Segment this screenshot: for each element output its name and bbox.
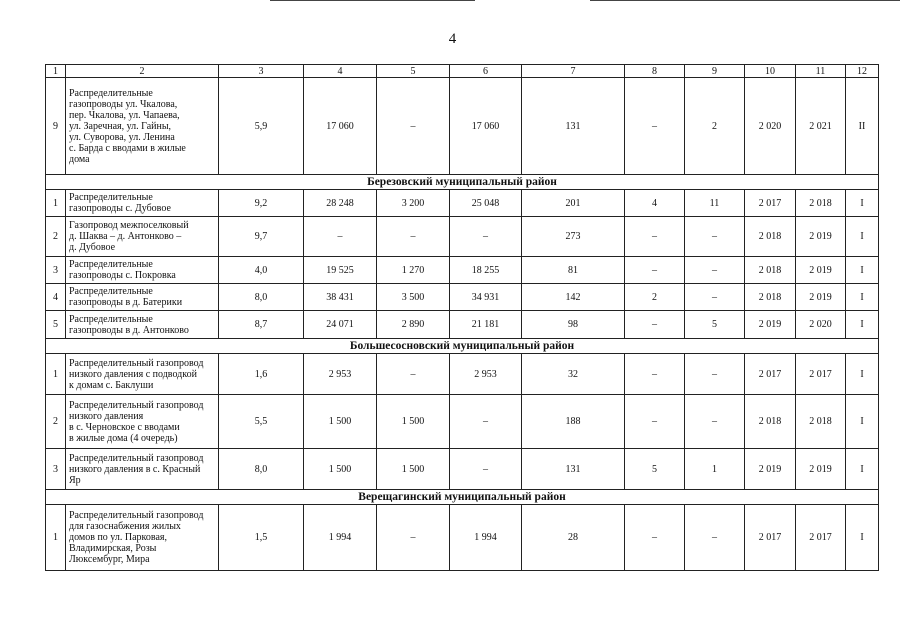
col-7-value: 142 bbox=[522, 284, 625, 311]
col-9-value: – bbox=[685, 395, 745, 449]
col-5-value: 2 890 bbox=[377, 311, 450, 339]
col-5-value: 1 500 bbox=[377, 449, 450, 490]
object-name: Распределительные газопроводы ул. Чкалова, пер. Чкалова, ул. Чапаева, ул. Заречная, ул. Гайны, ул. Суворова, ул. Ленина с. Барда с вводами в жилые дома bbox=[66, 78, 219, 175]
col-7-value: 131 bbox=[522, 449, 625, 490]
col-3-value: 9,7 bbox=[219, 217, 304, 257]
table-row bbox=[46, 505, 879, 571]
column-number-8: 8 bbox=[625, 65, 685, 78]
object-name: Распределительный газопровод для газоснабжения жилых домов по ул. Парковая, Владимирская, Розы Люксембург, Мира bbox=[66, 505, 219, 571]
col-6-value: 1 994 bbox=[450, 505, 522, 571]
col-4-value: 38 431 bbox=[304, 284, 377, 311]
col-3-value: 8,0 bbox=[219, 284, 304, 311]
col-5-value: 3 200 bbox=[377, 190, 450, 217]
col-4-value: 1 994 bbox=[304, 505, 377, 571]
col-3-value: 1,5 bbox=[219, 505, 304, 571]
col-3-value: 4,0 bbox=[219, 257, 304, 284]
col-6-value: 18 255 bbox=[450, 257, 522, 284]
row-number: 1 bbox=[46, 505, 66, 571]
table-row bbox=[46, 311, 879, 339]
section-row bbox=[46, 339, 879, 354]
col-3-value: 8,0 bbox=[219, 449, 304, 490]
category: II bbox=[846, 78, 879, 175]
col-7-value: 188 bbox=[522, 395, 625, 449]
table-row bbox=[46, 190, 879, 217]
category: I bbox=[846, 190, 879, 217]
start-year: 2 017 bbox=[745, 505, 796, 571]
col-4-value: 19 525 bbox=[304, 257, 377, 284]
col-8-value: – bbox=[625, 217, 685, 257]
column-number-12: 12 bbox=[846, 65, 879, 78]
top-rule-left bbox=[270, 0, 475, 1]
col-6-value: 34 931 bbox=[450, 284, 522, 311]
column-number-5: 5 bbox=[377, 65, 450, 78]
category: I bbox=[846, 284, 879, 311]
table-body bbox=[46, 65, 879, 571]
column-number-11: 11 bbox=[796, 65, 846, 78]
col-4-value: 17 060 bbox=[304, 78, 377, 175]
start-year: 2 018 bbox=[745, 395, 796, 449]
col-8-value: – bbox=[625, 78, 685, 175]
col-7-value: 81 bbox=[522, 257, 625, 284]
page-number: 4 bbox=[448, 31, 457, 47]
object-name: Распределительный газопровод низкого давления с подводкой к домам с. Баклуши bbox=[66, 354, 219, 395]
col-8-value: – bbox=[625, 505, 685, 571]
section-row bbox=[46, 490, 879, 505]
row-number: 1 bbox=[46, 190, 66, 217]
column-number-2: 2 bbox=[66, 65, 219, 78]
col-5-value: – bbox=[377, 217, 450, 257]
col-6-value: 2 953 bbox=[450, 354, 522, 395]
col-8-value: 4 bbox=[625, 190, 685, 217]
col-9-value: 11 bbox=[685, 190, 745, 217]
end-year: 2 017 bbox=[796, 505, 846, 571]
col-3-value: 5,9 bbox=[219, 78, 304, 175]
row-number: 5 bbox=[46, 311, 66, 339]
col-8-value: 5 bbox=[625, 449, 685, 490]
category: I bbox=[846, 311, 879, 339]
end-year: 2 018 bbox=[796, 395, 846, 449]
end-year: 2 018 bbox=[796, 190, 846, 217]
col-7-value: 201 bbox=[522, 190, 625, 217]
object-name: Распределительные газопроводы в д. Батерики bbox=[66, 284, 219, 311]
category: I bbox=[846, 354, 879, 395]
object-name: Распределительные газопроводы с. Покровка bbox=[66, 257, 219, 284]
row-number: 9 bbox=[46, 78, 66, 175]
table-row bbox=[46, 284, 879, 311]
column-number-10: 10 bbox=[745, 65, 796, 78]
section-title: Березовский муниципальный район bbox=[46, 175, 879, 190]
column-number-4: 4 bbox=[304, 65, 377, 78]
col-7-value: 131 bbox=[522, 78, 625, 175]
start-year: 2 019 bbox=[745, 311, 796, 339]
end-year: 2 019 bbox=[796, 449, 846, 490]
col-4-value: – bbox=[304, 217, 377, 257]
col-4-value: 28 248 bbox=[304, 190, 377, 217]
object-name: Распределительные газопроводы в д. Антонково bbox=[66, 311, 219, 339]
column-number-7: 7 bbox=[522, 65, 625, 78]
section-row bbox=[46, 175, 879, 190]
col-5-value: – bbox=[377, 354, 450, 395]
gas-pipeline-table bbox=[45, 64, 879, 571]
col-8-value: 2 bbox=[625, 284, 685, 311]
col-6-value: – bbox=[450, 449, 522, 490]
object-name: Распределительные газопроводы с. Дубовое bbox=[66, 190, 219, 217]
col-9-value: 2 bbox=[685, 78, 745, 175]
start-year: 2 017 bbox=[745, 354, 796, 395]
col-7-value: 98 bbox=[522, 311, 625, 339]
col-9-value: – bbox=[685, 217, 745, 257]
column-number-row bbox=[46, 65, 879, 78]
col-6-value: 21 181 bbox=[450, 311, 522, 339]
col-7-value: 32 bbox=[522, 354, 625, 395]
col-4-value: 1 500 bbox=[304, 395, 377, 449]
col-5-value: – bbox=[377, 505, 450, 571]
table-row bbox=[46, 354, 879, 395]
col-5-value: 1 500 bbox=[377, 395, 450, 449]
row-number: 3 bbox=[46, 449, 66, 490]
col-9-value: – bbox=[685, 257, 745, 284]
table-row bbox=[46, 449, 879, 490]
object-name: Распределительный газопровод низкого давления в с. Красный Яр bbox=[66, 449, 219, 490]
table-row bbox=[46, 217, 879, 257]
start-year: 2 018 bbox=[745, 257, 796, 284]
start-year: 2 017 bbox=[745, 190, 796, 217]
start-year: 2 018 bbox=[745, 284, 796, 311]
col-3-value: 9,2 bbox=[219, 190, 304, 217]
column-number-1: 1 bbox=[46, 65, 66, 78]
col-6-value: 25 048 bbox=[450, 190, 522, 217]
col-8-value: – bbox=[625, 395, 685, 449]
start-year: 2 018 bbox=[745, 217, 796, 257]
column-number-3: 3 bbox=[219, 65, 304, 78]
end-year: 2 019 bbox=[796, 217, 846, 257]
col-7-value: 28 bbox=[522, 505, 625, 571]
category: I bbox=[846, 395, 879, 449]
category: I bbox=[846, 505, 879, 571]
object-name: Распределительный газопровод низкого давления в с. Черновское с вводами в жилые дома (4 очередь) bbox=[66, 395, 219, 449]
col-3-value: 8,7 bbox=[219, 311, 304, 339]
column-number-6: 6 bbox=[450, 65, 522, 78]
col-4-value: 24 071 bbox=[304, 311, 377, 339]
row-number: 2 bbox=[46, 217, 66, 257]
row-number: 4 bbox=[46, 284, 66, 311]
col-9-value: – bbox=[685, 505, 745, 571]
col-5-value: – bbox=[377, 78, 450, 175]
end-year: 2 020 bbox=[796, 311, 846, 339]
start-year: 2 020 bbox=[745, 78, 796, 175]
end-year: 2 019 bbox=[796, 284, 846, 311]
object-name: Газопровод межпоселковый д. Шаква – д. Антонково – д. Дубовое bbox=[66, 217, 219, 257]
col-9-value: – bbox=[685, 354, 745, 395]
table-row bbox=[46, 395, 879, 449]
col-5-value: 1 270 bbox=[377, 257, 450, 284]
row-number: 3 bbox=[46, 257, 66, 284]
end-year: 2 021 bbox=[796, 78, 846, 175]
col-7-value: 273 bbox=[522, 217, 625, 257]
end-year: 2 019 bbox=[796, 257, 846, 284]
col-4-value: 1 500 bbox=[304, 449, 377, 490]
col-9-value: 5 bbox=[685, 311, 745, 339]
col-6-value: – bbox=[450, 217, 522, 257]
col-8-value: – bbox=[625, 257, 685, 284]
table-row bbox=[46, 78, 879, 175]
top-rule-right bbox=[590, 0, 900, 1]
category: I bbox=[846, 217, 879, 257]
category: I bbox=[846, 449, 879, 490]
col-6-value: 17 060 bbox=[450, 78, 522, 175]
section-title: Большесосновский муниципальный район bbox=[46, 339, 879, 354]
col-9-value: 1 bbox=[685, 449, 745, 490]
col-8-value: – bbox=[625, 311, 685, 339]
col-8-value: – bbox=[625, 354, 685, 395]
section-title: Верещагинский муниципальный район bbox=[46, 490, 879, 505]
row-number: 2 bbox=[46, 395, 66, 449]
end-year: 2 017 bbox=[796, 354, 846, 395]
start-year: 2 019 bbox=[745, 449, 796, 490]
col-5-value: 3 500 bbox=[377, 284, 450, 311]
table-row bbox=[46, 257, 879, 284]
row-number: 1 bbox=[46, 354, 66, 395]
col-4-value: 2 953 bbox=[304, 354, 377, 395]
col-6-value: – bbox=[450, 395, 522, 449]
col-3-value: 1,6 bbox=[219, 354, 304, 395]
col-9-value: – bbox=[685, 284, 745, 311]
column-number-9: 9 bbox=[685, 65, 745, 78]
col-3-value: 5,5 bbox=[219, 395, 304, 449]
category: I bbox=[846, 257, 879, 284]
